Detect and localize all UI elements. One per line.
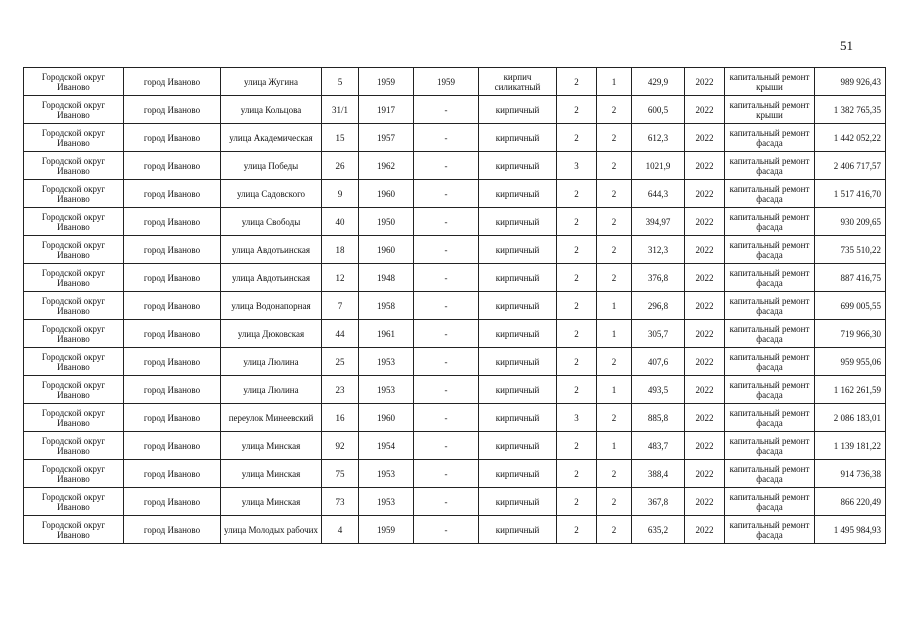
table-row	[24, 488, 886, 516]
page-number: 51	[840, 38, 853, 53]
area-cell: 305,7	[632, 320, 685, 348]
street-cell: улица Люлина	[221, 376, 322, 404]
year-built-cell: 1950	[359, 208, 414, 236]
entrances-cell: 1	[597, 320, 632, 348]
municipality-cell: Городской округ Иваново	[24, 264, 124, 292]
repair-year-cell: 2022	[685, 488, 725, 516]
street-cell: переулок Минеевский	[221, 404, 322, 432]
settlement-cell: город Иваново	[124, 460, 221, 488]
cost-cell: 1 139 181,22	[815, 432, 886, 460]
wall-material-cell: кирпичный	[479, 348, 557, 376]
settlement-cell: город Иваново	[124, 236, 221, 264]
year-built-cell: 1959	[359, 68, 414, 96]
cost-cell: 866 220,49	[815, 488, 886, 516]
wall-material-cell: кирпичный	[479, 292, 557, 320]
year-reconstruction-cell: -	[414, 404, 479, 432]
area-cell: 1021,9	[632, 152, 685, 180]
year-built-cell: 1958	[359, 292, 414, 320]
house-number-cell: 73	[322, 488, 359, 516]
entrances-cell: 2	[597, 96, 632, 124]
house-number-cell: 15	[322, 124, 359, 152]
house-number-cell: 18	[322, 236, 359, 264]
cost-cell: 2 086 183,01	[815, 404, 886, 432]
floors-cell: 2	[557, 208, 597, 236]
repair-type-cell: капитальный ремонт фасада	[725, 348, 815, 376]
municipality-cell: Городской округ Иваново	[24, 180, 124, 208]
entrances-cell: 1	[597, 292, 632, 320]
year-built-cell: 1953	[359, 376, 414, 404]
floors-cell: 2	[557, 516, 597, 544]
cost-cell: 959 955,06	[815, 348, 886, 376]
cost-cell: 1 517 416,70	[815, 180, 886, 208]
wall-material-cell: кирпичный	[479, 376, 557, 404]
floors-cell: 2	[557, 180, 597, 208]
cost-cell: 1 442 052,22	[815, 124, 886, 152]
cost-cell: 735 510,22	[815, 236, 886, 264]
entrances-cell: 2	[597, 348, 632, 376]
year-built-cell: 1954	[359, 432, 414, 460]
municipality-cell: Городской округ Иваново	[24, 320, 124, 348]
house-number-cell: 16	[322, 404, 359, 432]
table-row	[24, 404, 886, 432]
repair-type-cell: капитальный ремонт фасада	[725, 292, 815, 320]
year-reconstruction-cell: -	[414, 292, 479, 320]
wall-material-cell: кирпичный	[479, 96, 557, 124]
area-cell: 600,5	[632, 96, 685, 124]
settlement-cell: город Иваново	[124, 516, 221, 544]
repair-type-cell: капитальный ремонт фасада	[725, 180, 815, 208]
street-cell: улица Авдотьинская	[221, 236, 322, 264]
municipality-cell: Городской округ Иваново	[24, 292, 124, 320]
repair-year-cell: 2022	[685, 320, 725, 348]
entrances-cell: 2	[597, 236, 632, 264]
cost-cell: 699 005,55	[815, 292, 886, 320]
municipality-cell: Городской округ Иваново	[24, 68, 124, 96]
repair-type-cell: капитальный ремонт фасада	[725, 264, 815, 292]
year-reconstruction-cell: -	[414, 236, 479, 264]
entrances-cell: 1	[597, 68, 632, 96]
year-built-cell: 1960	[359, 236, 414, 264]
house-number-cell: 9	[322, 180, 359, 208]
settlement-cell: город Иваново	[124, 96, 221, 124]
area-cell: 407,6	[632, 348, 685, 376]
area-cell: 388,4	[632, 460, 685, 488]
entrances-cell: 2	[597, 488, 632, 516]
area-cell: 612,3	[632, 124, 685, 152]
year-built-cell: 1961	[359, 320, 414, 348]
repair-type-cell: капитальный ремонт фасада	[725, 152, 815, 180]
area-cell: 312,3	[632, 236, 685, 264]
repair-year-cell: 2022	[685, 68, 725, 96]
area-cell: 644,3	[632, 180, 685, 208]
cost-cell: 1 495 984,93	[815, 516, 886, 544]
wall-material-cell: кирпичный	[479, 432, 557, 460]
year-reconstruction-cell: -	[414, 124, 479, 152]
year-built-cell: 1917	[359, 96, 414, 124]
year-built-cell: 1953	[359, 460, 414, 488]
street-cell: улица Дюковская	[221, 320, 322, 348]
street-cell: улица Жугина	[221, 68, 322, 96]
settlement-cell: город Иваново	[124, 404, 221, 432]
settlement-cell: город Иваново	[124, 348, 221, 376]
street-cell: улица Авдотьинская	[221, 264, 322, 292]
floors-cell: 2	[557, 96, 597, 124]
area-cell: 493,5	[632, 376, 685, 404]
repair-year-cell: 2022	[685, 96, 725, 124]
municipality-cell: Городской округ Иваново	[24, 404, 124, 432]
year-reconstruction-cell: -	[414, 264, 479, 292]
street-cell: улица Минская	[221, 432, 322, 460]
municipality-cell: Городской округ Иваново	[24, 488, 124, 516]
street-cell: улица Минская	[221, 488, 322, 516]
wall-material-cell: кирпичный	[479, 516, 557, 544]
wall-material-cell: кирпич силикатный	[479, 68, 557, 96]
house-number-cell: 26	[322, 152, 359, 180]
floors-cell: 2	[557, 460, 597, 488]
street-cell: улица Свободы	[221, 208, 322, 236]
entrances-cell: 2	[597, 180, 632, 208]
house-number-cell: 31/1	[322, 96, 359, 124]
year-reconstruction-cell: -	[414, 460, 479, 488]
street-cell: улица Молодых рабочих	[221, 516, 322, 544]
repair-year-cell: 2022	[685, 152, 725, 180]
entrances-cell: 2	[597, 208, 632, 236]
table-row	[24, 180, 886, 208]
year-reconstruction-cell: 1959	[414, 68, 479, 96]
settlement-cell: город Иваново	[124, 180, 221, 208]
table-row	[24, 320, 886, 348]
municipality-cell: Городской округ Иваново	[24, 124, 124, 152]
year-reconstruction-cell: -	[414, 516, 479, 544]
settlement-cell: город Иваново	[124, 320, 221, 348]
repair-year-cell: 2022	[685, 404, 725, 432]
area-cell: 635,2	[632, 516, 685, 544]
area-cell: 376,8	[632, 264, 685, 292]
year-built-cell: 1960	[359, 180, 414, 208]
area-cell: 296,8	[632, 292, 685, 320]
house-number-cell: 92	[322, 432, 359, 460]
year-reconstruction-cell: -	[414, 376, 479, 404]
repair-year-cell: 2022	[685, 292, 725, 320]
table-row	[24, 68, 886, 96]
floors-cell: 2	[557, 264, 597, 292]
repair-type-cell: капитальный ремонт фасада	[725, 124, 815, 152]
cost-cell: 1 162 261,59	[815, 376, 886, 404]
municipality-cell: Городской округ Иваново	[24, 96, 124, 124]
settlement-cell: город Иваново	[124, 152, 221, 180]
street-cell: улица Академическая	[221, 124, 322, 152]
settlement-cell: город Иваново	[124, 264, 221, 292]
street-cell: улица Водонапорная	[221, 292, 322, 320]
municipality-cell: Городской округ Иваново	[24, 208, 124, 236]
repair-type-cell: капитальный ремонт крыши	[725, 68, 815, 96]
area-cell: 394,97	[632, 208, 685, 236]
house-number-cell: 44	[322, 320, 359, 348]
settlement-cell: город Иваново	[124, 208, 221, 236]
municipality-cell: Городской округ Иваново	[24, 152, 124, 180]
repair-type-cell: капитальный ремонт фасада	[725, 432, 815, 460]
floors-cell: 2	[557, 68, 597, 96]
cost-cell: 1 382 765,35	[815, 96, 886, 124]
street-cell: улица Кольцова	[221, 96, 322, 124]
table-row	[24, 96, 886, 124]
wall-material-cell: кирпичный	[479, 124, 557, 152]
repair-year-cell: 2022	[685, 180, 725, 208]
settlement-cell: город Иваново	[124, 292, 221, 320]
street-cell: улица Люлина	[221, 348, 322, 376]
municipality-cell: Городской округ Иваново	[24, 236, 124, 264]
repair-type-cell: капитальный ремонт крыши	[725, 96, 815, 124]
wall-material-cell: кирпичный	[479, 460, 557, 488]
municipality-cell: Городской округ Иваново	[24, 376, 124, 404]
repair-type-cell: капитальный ремонт фасада	[725, 404, 815, 432]
table-row	[24, 460, 886, 488]
cost-cell: 989 926,43	[815, 68, 886, 96]
floors-cell: 2	[557, 292, 597, 320]
table-body	[24, 68, 886, 544]
year-reconstruction-cell: -	[414, 432, 479, 460]
repair-year-cell: 2022	[685, 264, 725, 292]
floors-cell: 2	[557, 432, 597, 460]
wall-material-cell: кирпичный	[479, 488, 557, 516]
wall-material-cell: кирпичный	[479, 180, 557, 208]
repair-type-cell: капитальный ремонт фасада	[725, 376, 815, 404]
cost-cell: 930 209,65	[815, 208, 886, 236]
wall-material-cell: кирпичный	[479, 236, 557, 264]
repair-year-cell: 2022	[685, 348, 725, 376]
year-reconstruction-cell: -	[414, 488, 479, 516]
settlement-cell: город Иваново	[124, 432, 221, 460]
table-row	[24, 376, 886, 404]
entrances-cell: 2	[597, 404, 632, 432]
settlement-cell: город Иваново	[124, 488, 221, 516]
entrances-cell: 2	[597, 152, 632, 180]
table-row	[24, 348, 886, 376]
housing-repair-table	[23, 67, 886, 544]
entrances-cell: 2	[597, 516, 632, 544]
table-row	[24, 432, 886, 460]
floors-cell: 2	[557, 124, 597, 152]
house-number-cell: 7	[322, 292, 359, 320]
entrances-cell: 2	[597, 124, 632, 152]
floors-cell: 2	[557, 488, 597, 516]
municipality-cell: Городской округ Иваново	[24, 516, 124, 544]
table-row	[24, 292, 886, 320]
table-row	[24, 208, 886, 236]
floors-cell: 3	[557, 404, 597, 432]
table-row	[24, 152, 886, 180]
repair-type-cell: капитальный ремонт фасада	[725, 208, 815, 236]
wall-material-cell: кирпичный	[479, 320, 557, 348]
year-built-cell: 1948	[359, 264, 414, 292]
year-reconstruction-cell: -	[414, 96, 479, 124]
repair-type-cell: капитальный ремонт фасада	[725, 236, 815, 264]
wall-material-cell: кирпичный	[479, 264, 557, 292]
floors-cell: 2	[557, 348, 597, 376]
repair-type-cell: капитальный ремонт фасада	[725, 320, 815, 348]
year-built-cell: 1957	[359, 124, 414, 152]
floors-cell: 2	[557, 376, 597, 404]
floors-cell: 2	[557, 320, 597, 348]
area-cell: 429,9	[632, 68, 685, 96]
year-reconstruction-cell: -	[414, 208, 479, 236]
area-cell: 367,8	[632, 488, 685, 516]
entrances-cell: 2	[597, 460, 632, 488]
wall-material-cell: кирпичный	[479, 404, 557, 432]
table-row	[24, 516, 886, 544]
year-built-cell: 1959	[359, 516, 414, 544]
year-reconstruction-cell: -	[414, 180, 479, 208]
repair-year-cell: 2022	[685, 208, 725, 236]
cost-cell: 914 736,38	[815, 460, 886, 488]
table-row	[24, 264, 886, 292]
entrances-cell: 1	[597, 376, 632, 404]
wall-material-cell: кирпичный	[479, 208, 557, 236]
settlement-cell: город Иваново	[124, 376, 221, 404]
house-number-cell: 5	[322, 68, 359, 96]
house-number-cell: 4	[322, 516, 359, 544]
street-cell: улица Садовского	[221, 180, 322, 208]
house-number-cell: 12	[322, 264, 359, 292]
repair-year-cell: 2022	[685, 124, 725, 152]
repair-type-cell: капитальный ремонт фасада	[725, 460, 815, 488]
house-number-cell: 40	[322, 208, 359, 236]
wall-material-cell: кирпичный	[479, 152, 557, 180]
cost-cell: 2 406 717,57	[815, 152, 886, 180]
house-number-cell: 75	[322, 460, 359, 488]
cost-cell: 887 416,75	[815, 264, 886, 292]
cost-cell: 719 966,30	[815, 320, 886, 348]
municipality-cell: Городской округ Иваново	[24, 348, 124, 376]
table-row	[24, 124, 886, 152]
street-cell: улица Минская	[221, 460, 322, 488]
area-cell: 885,8	[632, 404, 685, 432]
floors-cell: 3	[557, 152, 597, 180]
area-cell: 483,7	[632, 432, 685, 460]
repair-year-cell: 2022	[685, 376, 725, 404]
floors-cell: 2	[557, 236, 597, 264]
entrances-cell: 2	[597, 264, 632, 292]
settlement-cell: город Иваново	[124, 68, 221, 96]
repair-year-cell: 2022	[685, 460, 725, 488]
year-built-cell: 1953	[359, 488, 414, 516]
year-built-cell: 1953	[359, 348, 414, 376]
repair-year-cell: 2022	[685, 516, 725, 544]
repair-year-cell: 2022	[685, 236, 725, 264]
house-number-cell: 23	[322, 376, 359, 404]
repair-year-cell: 2022	[685, 432, 725, 460]
entrances-cell: 1	[597, 432, 632, 460]
street-cell: улица Победы	[221, 152, 322, 180]
year-reconstruction-cell: -	[414, 320, 479, 348]
table-row	[24, 236, 886, 264]
repair-type-cell: капитальный ремонт фасада	[725, 516, 815, 544]
municipality-cell: Городской округ Иваново	[24, 432, 124, 460]
year-reconstruction-cell: -	[414, 348, 479, 376]
repair-type-cell: капитальный ремонт фасада	[725, 488, 815, 516]
year-built-cell: 1960	[359, 404, 414, 432]
year-built-cell: 1962	[359, 152, 414, 180]
house-number-cell: 25	[322, 348, 359, 376]
municipality-cell: Городской округ Иваново	[24, 460, 124, 488]
year-reconstruction-cell: -	[414, 152, 479, 180]
settlement-cell: город Иваново	[124, 124, 221, 152]
